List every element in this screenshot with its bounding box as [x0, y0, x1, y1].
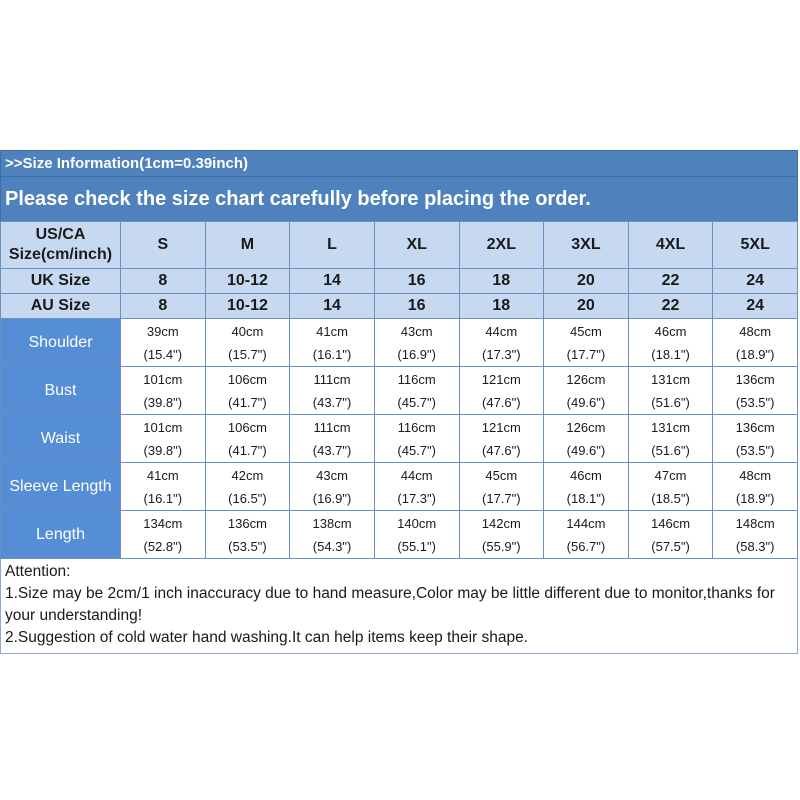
measurement-row	[1, 319, 798, 367]
notice-banner: Please check the size chart carefully before placing the order.	[0, 176, 798, 221]
measurement-cell	[121, 511, 206, 559]
measurement-label: Sleeve Length	[1, 463, 121, 511]
measurement-cell	[290, 415, 375, 463]
cm-value: 48cm	[739, 467, 772, 483]
inch-value: (55.1")	[397, 538, 436, 554]
cm-value: 41cm	[146, 467, 179, 483]
inch-value: (16.1")	[143, 490, 183, 506]
inch-value: (16.5")	[228, 490, 267, 506]
au-size-cell: 14	[290, 294, 375, 319]
inch-value: (58.3")	[735, 538, 775, 554]
uk-size-cell: 16	[374, 269, 459, 294]
measurement-label: Shoulder	[1, 319, 121, 367]
inch-value: (18.1")	[566, 490, 606, 506]
measurement-cell	[628, 319, 713, 367]
measurement-row	[1, 415, 798, 463]
size-header-cell: 3XL	[544, 222, 629, 269]
measurement-cell	[459, 463, 544, 511]
size-header-cell: M	[205, 222, 290, 269]
inch-value: (53.5")	[735, 394, 775, 410]
measurement-cell	[205, 463, 290, 511]
inch-value: (45.7")	[397, 442, 436, 458]
inch-value: (18.9")	[735, 490, 775, 506]
measurement-cell	[290, 463, 375, 511]
inch-value: (52.8")	[143, 538, 183, 554]
inch-value: (18.1")	[651, 346, 690, 362]
au-size-label: AU Size	[1, 294, 121, 319]
cm-value: 144cm	[566, 515, 606, 531]
inch-value: (39.8")	[143, 442, 183, 458]
cm-value: 138cm	[312, 515, 352, 531]
cm-value: 148cm	[735, 515, 775, 531]
cm-value: 140cm	[397, 515, 437, 531]
au-size-cell: 16	[374, 294, 459, 319]
inch-value: (47.6")	[482, 442, 521, 458]
cm-value: 42cm	[231, 467, 264, 483]
inch-value: (43.7")	[312, 442, 352, 458]
measurement-cell	[121, 463, 206, 511]
measurement-cell	[713, 319, 798, 367]
size-table	[0, 221, 798, 559]
measurement-cell	[290, 367, 375, 415]
cm-value: 45cm	[570, 323, 602, 339]
measurement-cell	[628, 463, 713, 511]
inch-value: (54.3")	[312, 538, 352, 554]
cm-value: 43cm	[400, 323, 433, 339]
inch-value: (18.9")	[735, 346, 775, 362]
cm-value: 48cm	[739, 323, 772, 339]
inch-value: (15.7")	[228, 346, 267, 362]
size-chart	[0, 150, 798, 654]
measurement-cell	[121, 415, 206, 463]
uk-size-row	[1, 269, 798, 294]
measurement-cell	[628, 415, 713, 463]
measurement-row	[1, 511, 798, 559]
measurement-cell	[290, 511, 375, 559]
cm-value: 126cm	[566, 419, 606, 435]
inch-value: (53.5")	[228, 538, 267, 554]
cm-value: 46cm	[654, 323, 687, 339]
cm-value: 44cm	[485, 323, 518, 339]
inch-value: (39.8")	[143, 394, 183, 410]
cm-value: 41cm	[316, 323, 348, 339]
size-header-cell: L	[290, 222, 375, 269]
measurement-cell	[628, 367, 713, 415]
size-info-banner: >>Size Information(1cm=0.39inch)	[0, 150, 798, 176]
cm-value: 39cm	[146, 323, 179, 339]
measurement-cell	[713, 367, 798, 415]
measurement-cell	[713, 463, 798, 511]
attention-notes	[0, 559, 798, 654]
cm-value: 101cm	[143, 371, 183, 387]
cm-value: 44cm	[400, 467, 433, 483]
inch-value: (56.7")	[566, 538, 606, 554]
inch-value: (55.9")	[482, 538, 521, 554]
cm-value: 40cm	[231, 323, 264, 339]
inch-value: (16.9")	[397, 346, 436, 362]
inch-value: (41.7")	[228, 442, 267, 458]
au-size-cell: 10-12	[205, 294, 290, 319]
measurement-cell	[713, 511, 798, 559]
inch-value: (51.6")	[651, 442, 690, 458]
measurement-label: Bust	[1, 367, 121, 415]
inch-value: (17.3")	[482, 346, 521, 362]
inch-value: (43.7")	[312, 394, 352, 410]
cm-value: 136cm	[735, 419, 775, 435]
cm-value: 136cm	[735, 371, 775, 387]
cm-value: 131cm	[651, 371, 691, 387]
cm-value: 46cm	[570, 467, 602, 483]
au-size-cell: 24	[713, 294, 798, 319]
measurement-cell	[205, 319, 290, 367]
measurement-cell	[544, 511, 629, 559]
measurement-cell	[121, 367, 206, 415]
uk-size-cell: 22	[628, 269, 713, 294]
measurement-cell	[205, 511, 290, 559]
uk-size-cell: 8	[121, 269, 206, 294]
uk-size-cell: 20	[544, 269, 629, 294]
cm-value: 131cm	[651, 419, 691, 435]
inch-value: (47.6")	[482, 394, 521, 410]
inch-value: (17.7")	[566, 346, 606, 362]
measurement-cell	[459, 319, 544, 367]
inch-value: (41.7")	[228, 394, 267, 410]
cm-value: 142cm	[481, 515, 521, 531]
inch-value: (17.3")	[397, 490, 436, 506]
cm-value: 126cm	[566, 371, 606, 387]
inch-value: (49.6")	[566, 442, 606, 458]
cm-value: 116cm	[397, 419, 436, 435]
inch-value: (16.9")	[312, 490, 352, 506]
inch-value: (16.1")	[312, 346, 352, 362]
cm-value: 45cm	[485, 467, 518, 483]
inch-value: (51.6")	[651, 394, 690, 410]
au-size-cell: 18	[459, 294, 544, 319]
measurement-cell	[459, 511, 544, 559]
attention-heading: Attention:	[5, 563, 71, 580]
cm-value: 136cm	[227, 515, 267, 531]
au-size-row	[1, 294, 798, 319]
measurement-cell	[713, 415, 798, 463]
measurement-cell	[205, 367, 290, 415]
uk-size-cell: 10-12	[205, 269, 290, 294]
au-size-cell: 8	[121, 294, 206, 319]
measurement-cell	[374, 463, 459, 511]
note-line-2: 2.Suggestion of cold water hand washing.It can help items keep their shape.	[5, 629, 529, 646]
measurement-cell	[459, 415, 544, 463]
measurement-cell	[544, 367, 629, 415]
measurement-row	[1, 463, 798, 511]
measurement-label: Waist	[1, 415, 121, 463]
uk-size-cell: 14	[290, 269, 375, 294]
inch-value: (18.5")	[651, 490, 690, 506]
cm-value: 101cm	[143, 419, 183, 435]
size-header-cell: 5XL	[713, 222, 798, 269]
measurement-cell	[544, 415, 629, 463]
au-size-cell: 20	[544, 294, 629, 319]
measurement-cell	[544, 463, 629, 511]
au-size-cell: 22	[628, 294, 713, 319]
uk-size-cell: 18	[459, 269, 544, 294]
us-size-row	[1, 222, 798, 269]
size-header-cell: XL	[374, 222, 459, 269]
note-line-1: 1.Size may be 2cm/1 inch inaccuracy due to hand measure,Color may be little different due to monitor,thanks for your understanding!	[5, 585, 775, 624]
size-header-cell: S	[121, 222, 206, 269]
cm-value: 116cm	[397, 371, 436, 387]
cm-value: 121cm	[481, 419, 521, 435]
inch-value: (49.6")	[566, 394, 606, 410]
size-table-body	[1, 222, 798, 559]
cm-value: 121cm	[481, 371, 521, 387]
measurement-cell	[121, 319, 206, 367]
measurement-cell	[374, 367, 459, 415]
cm-value: 47cm	[654, 467, 687, 483]
cm-value: 134cm	[143, 515, 183, 531]
inch-value: (17.7")	[482, 490, 521, 506]
cm-value: 111cm	[313, 419, 351, 435]
measurement-cell	[374, 319, 459, 367]
measurement-cell	[290, 319, 375, 367]
inch-value: (45.7")	[397, 394, 436, 410]
measurement-cell	[628, 511, 713, 559]
uk-size-label: UK Size	[1, 269, 121, 294]
size-header-cell: 4XL	[628, 222, 713, 269]
measurement-cell	[374, 415, 459, 463]
measurement-cell	[459, 367, 544, 415]
measurement-cell	[374, 511, 459, 559]
corner-label: US/CA Size(cm/inch)	[1, 222, 121, 269]
measurement-cell	[205, 415, 290, 463]
cm-value: 111cm	[313, 371, 351, 387]
inch-value: (57.5")	[651, 538, 690, 554]
cm-value: 106cm	[227, 419, 267, 435]
inch-value: (53.5")	[735, 442, 775, 458]
inch-value: (15.4")	[143, 346, 183, 362]
cm-value: 146cm	[651, 515, 691, 531]
measurement-cell	[544, 319, 629, 367]
measurement-label: Length	[1, 511, 121, 559]
cm-value: 43cm	[316, 467, 348, 483]
cm-value: 106cm	[227, 371, 267, 387]
uk-size-cell: 24	[713, 269, 798, 294]
size-header-cell: 2XL	[459, 222, 544, 269]
measurement-row	[1, 367, 798, 415]
